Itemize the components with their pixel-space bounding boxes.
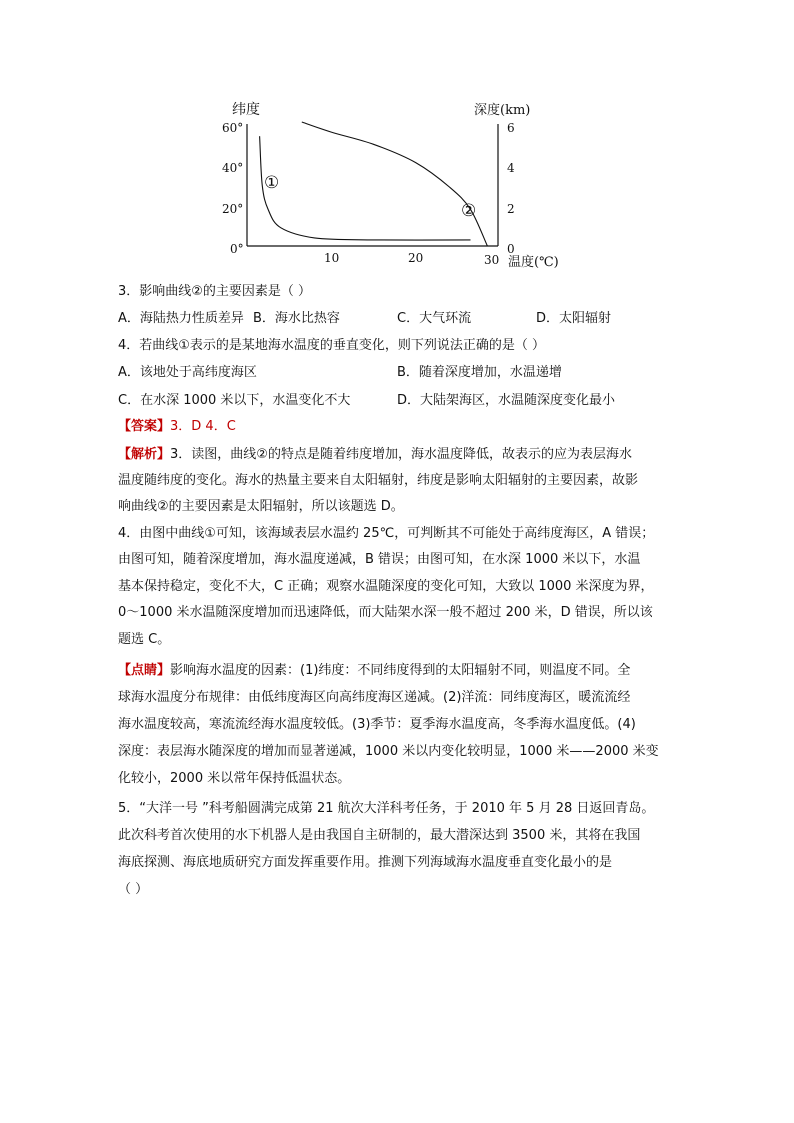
right-tick-2: 2 (507, 202, 515, 216)
left-axis-title: 纬度 (232, 102, 260, 118)
q3-option-c: C．大气环流 (397, 311, 472, 326)
temperature-figure (218, 96, 559, 272)
tip-line-5: 化较小，2000 米以常年保持低温状态。 (118, 771, 351, 786)
left-tick-0: 0° (230, 242, 244, 256)
right-tick-0: 0 (507, 242, 515, 256)
q3-option-d: D．太阳辐射 (536, 311, 612, 326)
right-tick-4: 4 (507, 161, 515, 175)
q4-option-c: C．在水深 1000 米以下，水温变化不大 (118, 393, 351, 408)
answer-text: 3．D 4．C (170, 419, 236, 434)
right-axis-title: 深度(km) (474, 103, 531, 118)
curve-2-label: ② (461, 201, 477, 221)
left-tick-40: 40° (222, 161, 244, 175)
tip-line-4: 深度：表层海水随深度的增加而显著递减，1000 米以内变化较明显，1000 米——2000 米变 (118, 744, 659, 759)
analysis-line-3: 响曲线②的主要因素是太阳辐射，所以该题选 D。 (118, 499, 404, 514)
analysis-line-6: 基本保持稳定，变化不大，C 正确；观察水温随深度的变化可知，大致以 1000 米深度为界， (118, 579, 654, 594)
q3-option-a: A．海陆热力性质差异 (118, 311, 244, 326)
x-tick-30: 30 (484, 253, 500, 267)
tip-text-1: 影响海水温度的因素：(1)纬度：不同纬度得到的太阳辐射不同，则温度不同。全 (170, 663, 631, 678)
analysis-line-8: 题选 C。 (118, 632, 171, 647)
analysis-line-1 (118, 445, 632, 465)
analysis-label: 【解析】 (118, 447, 171, 462)
q4-option-a: A．该地处于高纬度海区 (118, 365, 257, 380)
answer-label: 【答案】 (118, 419, 171, 434)
q4-option-d: D．大陆架海区，水温随深度变化最小 (397, 393, 616, 408)
analysis-line-2: 温度随纬度的变化。海水的热量主要来自太阳辐射，纬度是影响太阳辐射的主要因素，故影 (118, 473, 639, 488)
q4-option-b: B．随着深度增加，水温递增 (397, 365, 562, 380)
left-tick-60: 60° (222, 121, 244, 135)
curve-1-label: ① (264, 173, 280, 193)
tip-label: 【点睛】 (118, 663, 171, 678)
answer-line (118, 417, 236, 437)
q5-line-2: 此次科考首次使用的水下机器人是由我国自主研制的，最大潜深达到 3500 米，其将在我国 (118, 828, 641, 843)
q5-line-4: （ ） (118, 882, 149, 897)
analysis-line-4: 4．由图中曲线①可知，该海域表层水温约 25℃，可判断其不可能处于高纬度海区，A 错误； (118, 526, 655, 541)
q5-line-3: 海底探测、海底地质研究方面发挥重要作用。推测下列海域海水温度垂直变化最小的是 (118, 855, 613, 870)
tip-line-3: 海水温度较高，寒流流经海水温度较低。(3)季节：夏季海水温度高，冬季海水温度低。(4) (118, 717, 636, 732)
analysis-line-5: 由图可知，随着深度增加，海水温度递减，B 错误；由图可知，在水深 1000 米以下，水温 (118, 552, 641, 567)
right-tick-6: 6 (507, 121, 515, 135)
curve-1 (260, 136, 471, 240)
x-tick-20: 20 (408, 251, 424, 265)
q5-line-1: 5．“大洋一号 ”科考船圆满完成第 21 航次大洋科考任务，于 2010 年 5 月 28 日返回青岛。 (118, 801, 655, 816)
analysis-line-7: 0～1000 米水温随深度增加而迅速降低，而大陆架水深一般不超过 200 米，D 错误，所以该 (118, 605, 653, 620)
tip-line-2: 球海水温度分布规律：由低纬度海区向高纬度海区递减。(2)洋流：同纬度海区，暖流流经 (118, 690, 631, 705)
q4-stem: 4．若曲线①表示的是某地海水温度的垂直变化，则下列说法正确的是（ ） (118, 338, 546, 353)
q3-stem: 3．影响曲线②的主要因素是（ ） (118, 284, 312, 299)
q3-option-b: B．海水比热容 (253, 311, 340, 326)
analysis-text-1: 3．读图，曲线②的特点是随着纬度增加，海水温度降低，故表示的应为表层海水 (170, 447, 632, 462)
curve-2 (302, 122, 488, 246)
x-tick-10: 10 (324, 251, 340, 265)
tip-line-1 (118, 661, 630, 681)
left-tick-20: 20° (222, 202, 244, 216)
x-axis-title: 温度(℃) (508, 255, 559, 270)
